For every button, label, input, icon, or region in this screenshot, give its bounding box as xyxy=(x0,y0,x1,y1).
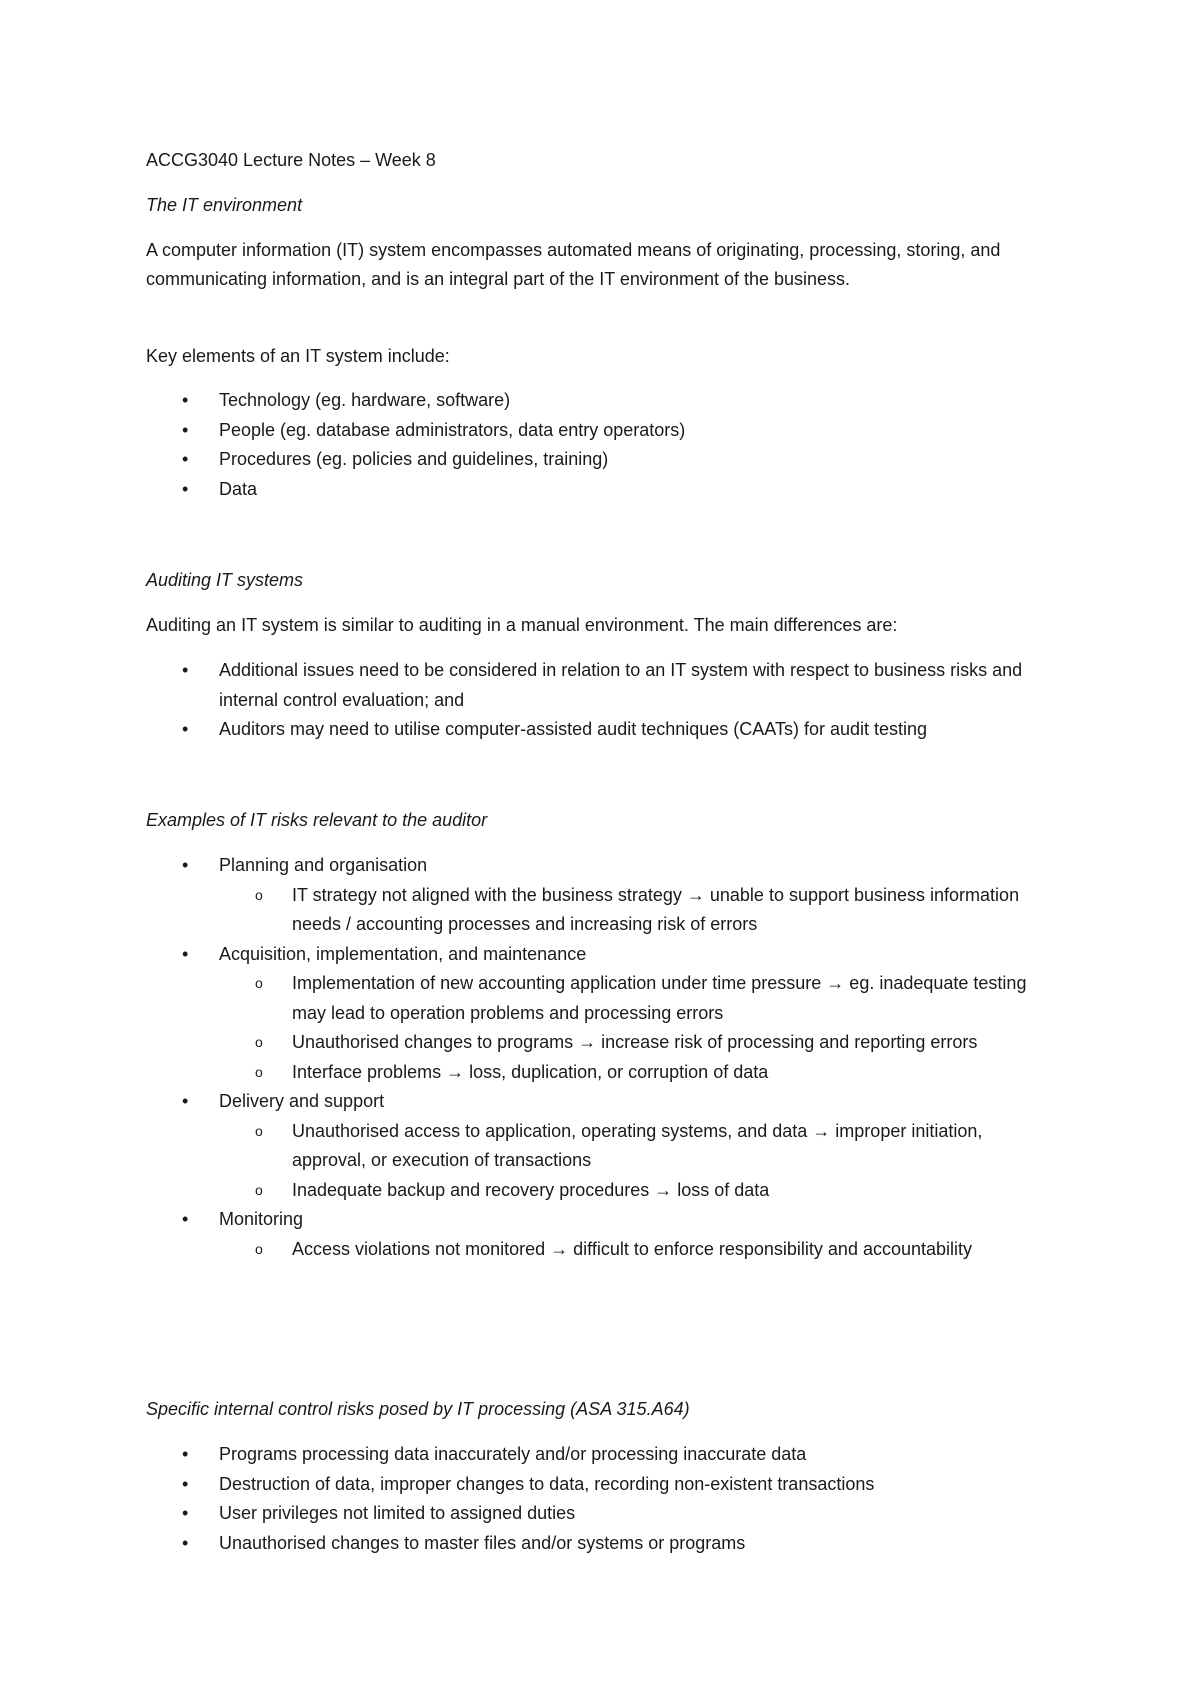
list-item: • Additional issues need to be considered in relation to an IT system with respect to business risks and internal control evaluation; and xyxy=(146,656,1046,715)
sub-bullet-icon: o xyxy=(255,1122,263,1139)
sub-bullet-icon: o xyxy=(255,1181,263,1198)
it-environment-paragraph: A computer information (IT) system encompasses automated means of originating, processing, storing, and communicating information, and is an integral part of the IT environment of the business. xyxy=(146,240,1001,289)
sub-list-container xyxy=(146,1117,1046,1206)
bullet-icon: • xyxy=(182,943,189,964)
sub-list xyxy=(146,881,1046,940)
sub-list-container xyxy=(146,881,1046,940)
sub-list-container xyxy=(146,1235,1046,1265)
sub-list-item: o Unauthorised changes to programs → increase risk of processing and reporting errors xyxy=(146,1028,1046,1058)
sub-list-item: o Unauthorised access to application, operating systems, and data → improper initiation, approval, or execution of transactions xyxy=(146,1117,1046,1176)
it-risks-list xyxy=(146,851,1046,1264)
sub-list-item: o Implementation of new accounting application under time pressure → eg. inadequate testing may lead to operation problems and processing errors xyxy=(146,969,1046,1028)
list-item: • Monitoring xyxy=(146,1205,1046,1235)
list-item: • Auditors may need to utilise computer-assisted audit techniques (CAATs) for audit testing xyxy=(146,715,1046,745)
sub-list xyxy=(146,1235,1046,1265)
auditing-differences-list xyxy=(146,656,1046,745)
sub-bullet-icon: o xyxy=(255,1063,263,1080)
bullet-icon: • xyxy=(182,855,189,875)
key-elements-list xyxy=(146,386,1046,504)
list-item: • Procedures (eg. policies and guidelines, training) xyxy=(146,445,1046,475)
key-elements-intro: Key elements of an IT system include: xyxy=(146,346,450,366)
list-item: • User privileges not limited to assigned duties xyxy=(146,1499,1046,1529)
bullet-icon: • xyxy=(182,390,189,410)
document-title: ACCG3040 Lecture Notes – Week 8 xyxy=(146,150,436,170)
bullet-icon: • xyxy=(182,719,189,739)
list-item: • People (eg. database administrators, data entry operators) xyxy=(146,416,1046,446)
sub-list-item: o Inadequate backup and recovery procedures → loss of data xyxy=(146,1176,1046,1206)
list-item: • Unauthorised changes to master files and/or systems or programs xyxy=(146,1529,1046,1559)
list-item: • Planning and organisation xyxy=(146,851,1046,881)
bullet-icon: • xyxy=(182,1091,189,1111)
bullet-icon: • xyxy=(182,1209,189,1229)
list-item: • Programs processing data inaccurately and/or processing inaccurate data xyxy=(146,1440,1046,1470)
auditing-intro: Auditing an IT system is similar to auditing in a manual environment. The main differences are: xyxy=(146,615,898,635)
sub-list-container xyxy=(146,969,1046,1087)
list-item: • Technology (eg. hardware, software) xyxy=(146,386,1046,416)
bullet-icon: • xyxy=(182,449,189,469)
section-heading-it-risks: Examples of IT risks relevant to the auditor xyxy=(146,810,488,830)
list-item: • Data xyxy=(146,475,1046,505)
bullet-icon: • xyxy=(182,1503,189,1523)
sub-bullet-icon: o xyxy=(255,1034,263,1050)
bullet-icon: • xyxy=(182,1532,189,1553)
sub-bullet-icon: o xyxy=(255,1240,263,1257)
sub-bullet-icon: o xyxy=(255,975,263,991)
bullet-icon: • xyxy=(182,1444,189,1464)
list-item: • Delivery and support xyxy=(146,1087,1046,1117)
sub-list-item: o IT strategy not aligned with the business strategy → unable to support business information needs / accounting processes and increasing risk of errors xyxy=(146,881,1046,940)
sub-list xyxy=(146,969,1046,1087)
sub-list-item: o Interface problems → loss, duplication, or corruption of data xyxy=(146,1058,1046,1088)
bullet-icon: • xyxy=(182,660,189,680)
sub-bullet-icon: o xyxy=(255,886,263,903)
list-item: • Acquisition, implementation, and maintenance xyxy=(146,940,1046,970)
bullet-icon: • xyxy=(182,478,189,499)
sub-list xyxy=(146,1117,1046,1206)
section-heading-auditing-it-systems: Auditing IT systems xyxy=(146,570,304,590)
sub-list-item: o Access violations not monitored → difficult to enforce responsibility and accountability xyxy=(146,1235,1046,1265)
list-item: • Destruction of data, improper changes to data, recording non-existent transactions xyxy=(146,1470,1046,1500)
internal-control-risks-list xyxy=(146,1440,1046,1558)
section-heading-it-environment: The IT environment xyxy=(146,195,303,215)
bullet-icon: • xyxy=(182,419,189,440)
section-heading-internal-control-risks: Specific internal control risks posed by IT processing (ASA 315.A64) xyxy=(146,1399,690,1419)
bullet-icon: • xyxy=(182,1473,189,1494)
